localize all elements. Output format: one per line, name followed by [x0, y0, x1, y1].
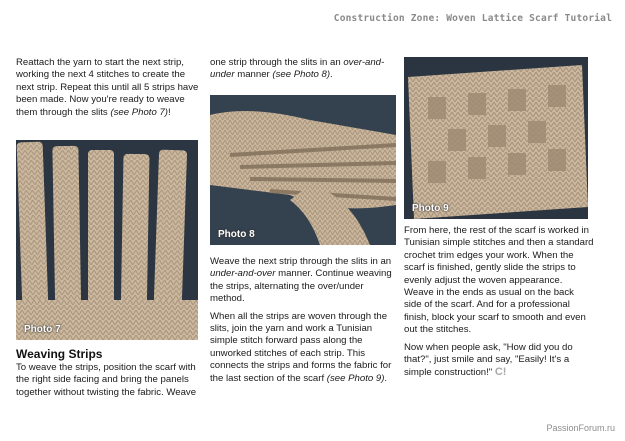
col2-top-c: . [330, 69, 333, 81]
running-header: Construction Zone: Woven Lattice Scarf Tutorial [333, 13, 612, 24]
col2-top-em: over-and-under [210, 57, 385, 81]
watermark: PassionForum.ru [546, 423, 615, 433]
photo-7-caption: Photo 7 [24, 324, 61, 335]
col2-body [210, 256, 396, 390]
col2-p2-a: When all the strips are woven through the slits, join the yarn and work a Tunisian simple stitch forward pass along the unworked stitches of each strip. This connects the strips and forms the fabric for the last section of the scarf [210, 310, 392, 384]
photo-8-image [210, 95, 396, 245]
photo-8 [210, 95, 396, 245]
intro-text: Reattach the yarn to start the next strip, working the next 4 stitches to create the next strip. Repeat this until all 5 strips have been made. Now you're ready to weave them through the slits [16, 57, 199, 118]
photo-ref: (see Photo 8) [272, 69, 331, 81]
photo-ref: (see Photo 7) [110, 106, 168, 118]
intro-tail: ! [168, 106, 171, 118]
col2-p2-b: . [384, 372, 388, 384]
finishing-text: From here, the rest of the scarf is worked in Tunisian simple stitches and then a standard crochet trim edges your work. When the scarf is finished, gently slide the strips to evenly adjust the woven appearance. Weave in the ends as usual on the back side of the scarf. And for a professional finish, block your scarf to smooth and even out the stitches. [404, 225, 594, 336]
col2-top-b: manner [234, 69, 273, 81]
col3-body [404, 225, 594, 385]
col2-top [210, 57, 395, 87]
photo-9-image [404, 57, 588, 219]
col2-p1-a: Weave the next strip through the slits in an [210, 256, 392, 267]
section-heading: Weaving Strips [16, 347, 103, 361]
end-mark: C! [494, 366, 507, 379]
photo-7-image [16, 140, 198, 340]
photo-9-caption: Photo 9 [412, 203, 449, 214]
weaving-text: To weave the strips, position the scarf with the right side facing and bring the panels together without twisting the fabric. Weave [16, 362, 197, 398]
col2-p1-em: under-and-over [210, 268, 276, 280]
closing-text: Now when people ask, "How did you do that?", just smile and say, "Easily! It's a simple construction!" [404, 341, 573, 379]
photo-8-caption: Photo 8 [218, 229, 255, 240]
photo-7 [16, 140, 198, 340]
col2-top-a: one strip through the slits in an [210, 57, 344, 68]
photo-9 [404, 57, 588, 219]
col1-intro [16, 57, 204, 124]
col2-p1-b: manner. Continue weaving the strips, alternating the over/under method. [210, 268, 392, 305]
col1-body [16, 362, 206, 404]
photo-ref: (see Photo 9) [326, 372, 385, 384]
